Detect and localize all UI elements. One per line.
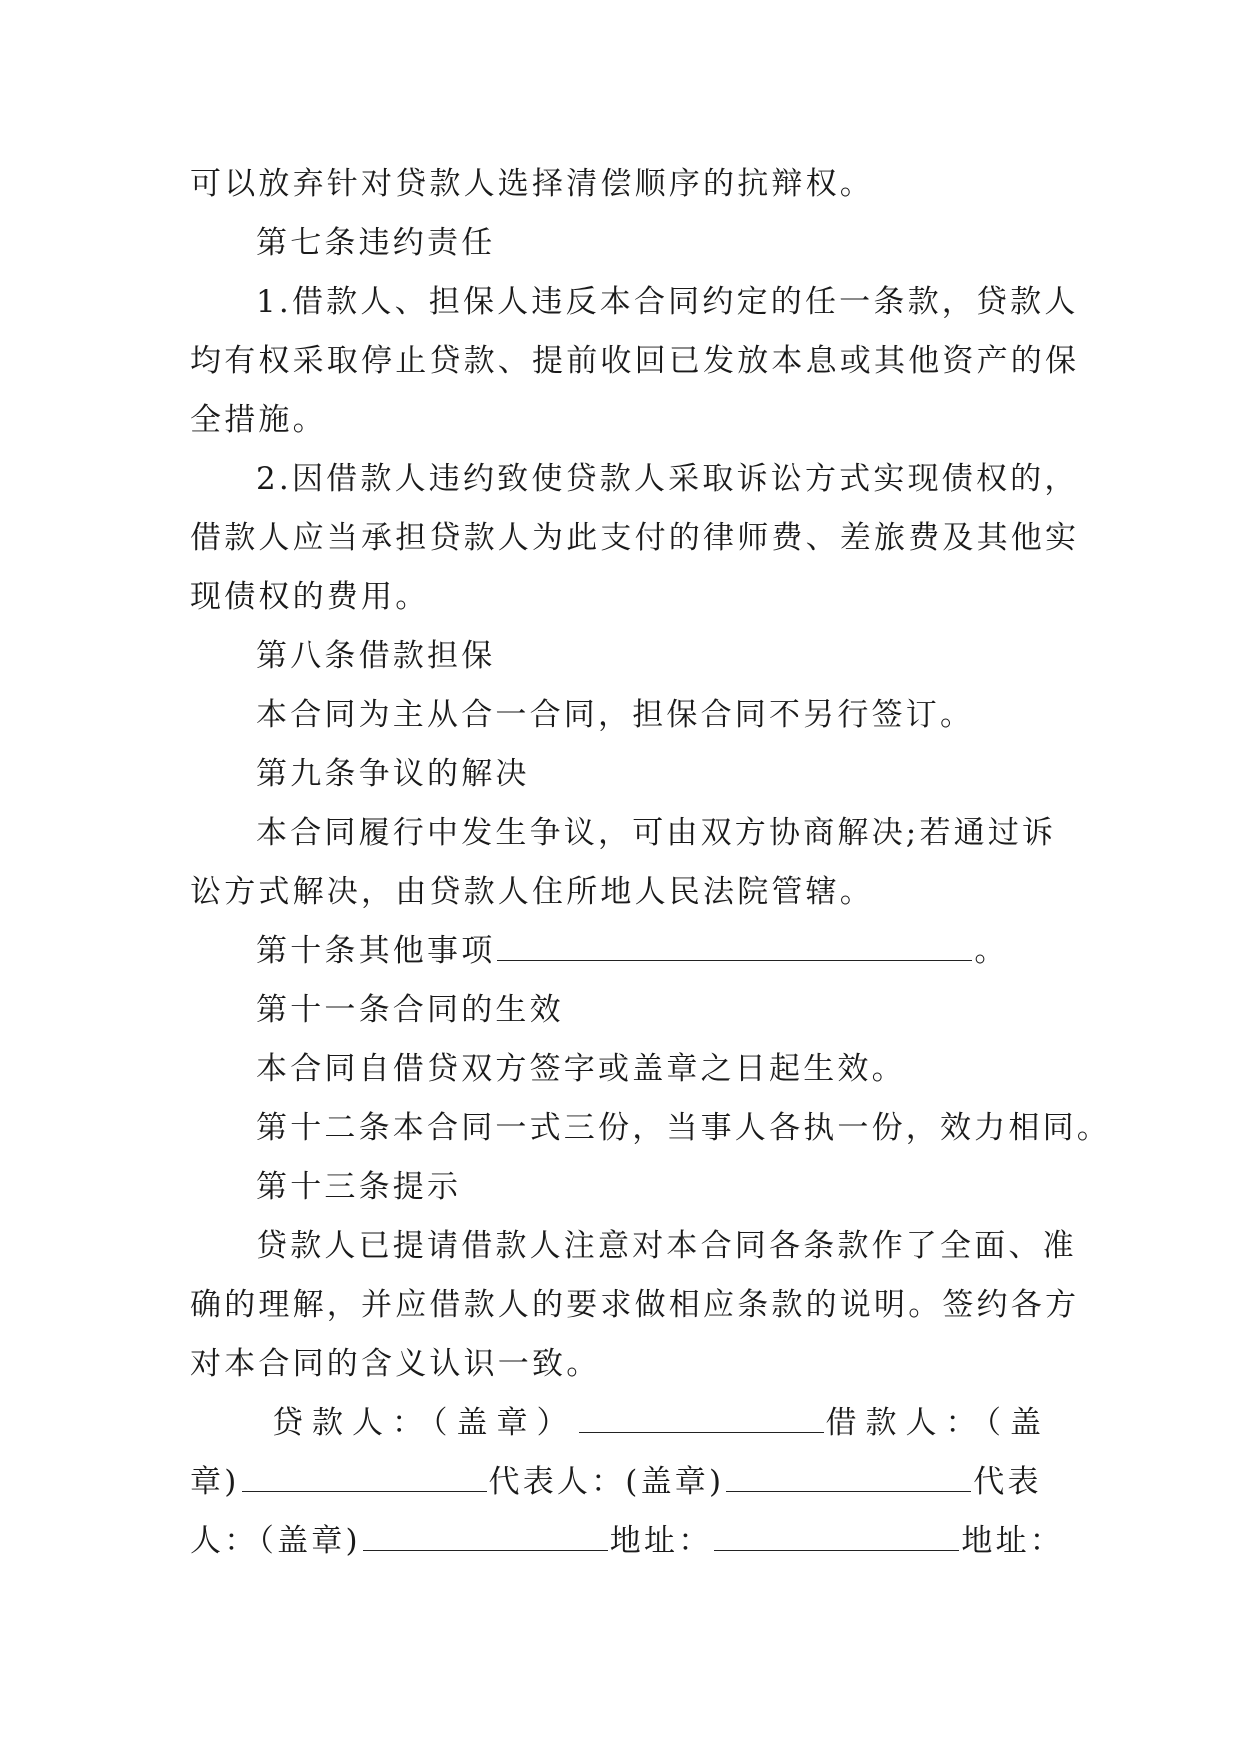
document-page (190, 155, 1111, 1571)
rep1-label: 代表人：(盖章) (488, 1464, 725, 1500)
text-line: 现债权的费用。 (190, 579, 430, 615)
lender-seal-blank[interactable] (579, 1406, 824, 1433)
lender-label: 贷款人：（盖章） (272, 1405, 577, 1441)
text-line: 均有权采取停止贷款、提前收回已发放本息或其他资产的保 (190, 343, 1080, 379)
text-line: 全措施。 (190, 402, 327, 438)
address1-label: 地址： (609, 1523, 713, 1559)
article-heading: 第七条违约责任 (256, 225, 496, 261)
article-heading: 第十一条合同的生效 (256, 992, 564, 1028)
signature-line-2 (190, 1453, 1050, 1512)
other-matters-blank[interactable] (497, 934, 972, 961)
address1-blank[interactable] (714, 1524, 959, 1551)
text-line: 本合同履行中发生争议，可由双方协商解决;若通过诉 (256, 815, 1057, 851)
signature-line-3 (190, 1512, 1065, 1571)
article-heading: 第十三条提示 (256, 1169, 462, 1205)
text-line: 第十二条本合同一式三份，当事人各执一份，效力相同。 (256, 1110, 1111, 1146)
text-line: 1.借款人、担保人违反本合同约定的任一条款，贷款人 (256, 284, 1079, 320)
rep2-label-cont: 人：（盖章) (190, 1523, 361, 1559)
text-line: 可以放弃针对贷款人选择清偿顺序的抗辩权。 (190, 166, 874, 202)
text-line: 本合同自借贷双方签字或盖章之日起生效。 (256, 1051, 906, 1087)
article10-end: 。 (974, 933, 1009, 969)
borrower-label-cont: 章) (190, 1464, 240, 1500)
article-heading: 第九条争议的解决 (256, 756, 530, 792)
text-line: 2.因借款人违约致使贷款人采取诉讼方式实现债权的， (256, 461, 1079, 497)
borrower-seal-blank[interactable] (242, 1465, 487, 1492)
rep1-seal-blank[interactable] (726, 1465, 971, 1492)
rep2-label: 代表 (973, 1464, 1042, 1500)
text-line: 借款人应当承担贷款人为此支付的律师费、差旅费及其他实 (190, 520, 1080, 556)
borrower-label: 借款人：（盖 (825, 1405, 1050, 1441)
text-line: 贷款人已提请借款人注意对本合同各条款作了全面、准 (256, 1228, 1077, 1264)
text-line: 讼方式解决，由贷款人住所地人民法院管辖。 (190, 874, 874, 910)
rep2-seal-blank[interactable] (363, 1524, 608, 1551)
article10-line (190, 922, 1050, 981)
address2-label: 地址： (961, 1523, 1065, 1559)
text-line: 对本合同的含义认识一致。 (190, 1346, 601, 1382)
article-heading: 第八条借款担保 (256, 638, 496, 674)
article10-label: 第十条其他事项 (256, 933, 496, 969)
signature-line-1 (190, 1394, 1050, 1453)
text-line: 本合同为主从合一合同，担保合同不另行签订。 (256, 697, 975, 733)
text-line: 确的理解，并应借款人的要求做相应条款的说明。签约各方 (190, 1287, 1080, 1323)
